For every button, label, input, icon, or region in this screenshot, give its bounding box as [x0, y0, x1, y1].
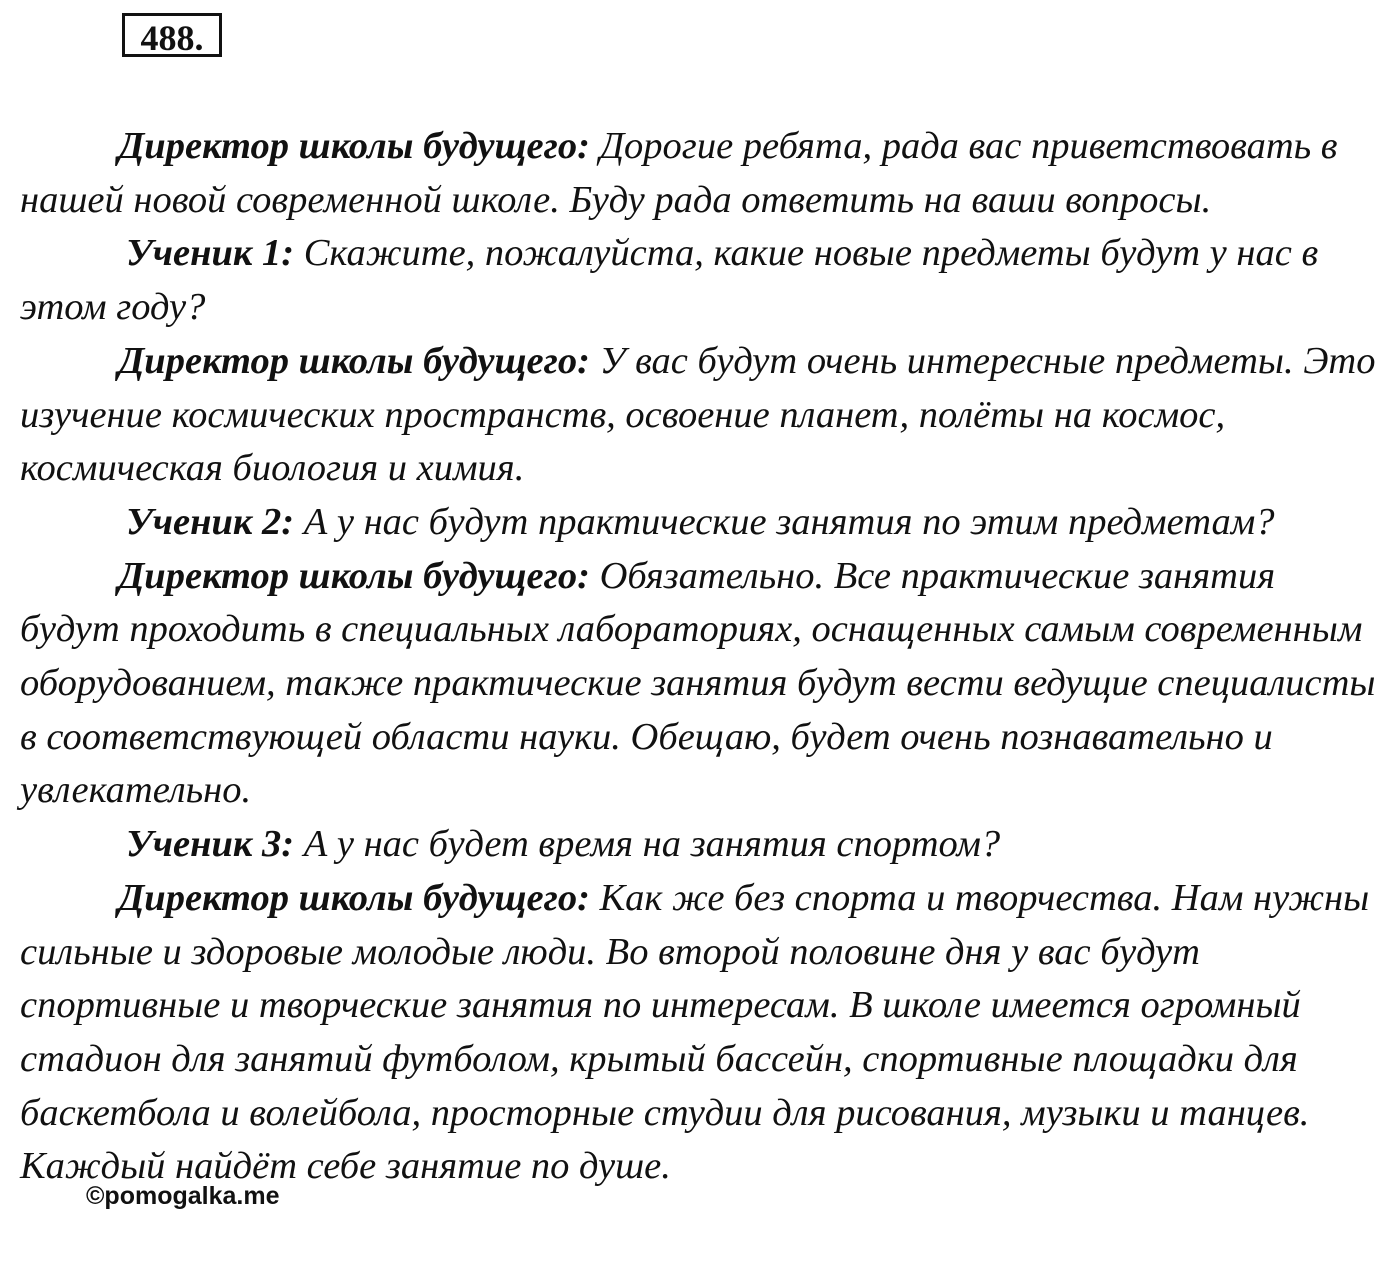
speech-text: У вас будут очень интересные предметы. Это изучение космических пространств, освоение планет, полёты на космос, космическая биология и химия.: [20, 339, 1376, 490]
speech-text: А у нас будут практические занятия по этим предметам?: [294, 500, 1275, 543]
speaker-label: Директор школы будущего:: [118, 876, 590, 919]
speaker-label: Директор школы будущего:: [118, 554, 590, 597]
speaker-label: Ученик 1:: [126, 232, 295, 275]
dialogue-text: [20, 120, 1380, 1194]
dialogue-line-director-2: [20, 335, 1380, 496]
dialogue-line-director-3: [20, 550, 1380, 819]
speaker-label: Ученик 2:: [126, 500, 295, 543]
speech-text: Обязательно. Все практические занятия будут проходить в специальных лабораториях, оснащенных самым современным оборудованием, также практические занятия будут вести ведущие специалисты в соответствующей области науки. Обещаю, будет очень познавательно и увлекательно.: [20, 554, 1376, 812]
dialogue-line-student-2: [20, 496, 1380, 550]
dialogue-line-director-1: [20, 120, 1380, 227]
exercise-number: 488.: [122, 13, 222, 57]
speech-text: Скажите, пожалуйста, какие новые предметы будут у нас в этом году?: [20, 232, 1319, 329]
speaker-label: Директор школы будущего:: [118, 125, 590, 167]
dialogue-line-student-3: [20, 818, 1380, 872]
speaker-label: Директор школы будущего:: [118, 339, 590, 382]
speaker-label: Ученик 3:: [126, 823, 295, 866]
dialogue-line-director-4: [20, 872, 1380, 1194]
watermark: ©pomogalka.me: [86, 1182, 280, 1210]
speech-text: Дорогие ребята, рада вас приветствовать в нашей новой современной школе. Буду рада ответить на ваши вопросы.: [20, 125, 1338, 221]
speech-text: А у нас будет время на занятия спортом?: [294, 823, 1001, 866]
dialogue-line-student-1: [20, 227, 1380, 334]
speech-text: Как же без спорта и творчества. Нам нужны сильные и здоровые молодые люди. Во второй половине дня у вас будут спортивные и творческие занятия по интересам. В школе имеется огромный стадион для занятий футболом, крытый бассейн, спортивные площадки для баскетбола и волейбола, просторные студии для рисования, музыки и танцев. Каждый найдёт себе занятие по душе.: [20, 876, 1370, 1188]
